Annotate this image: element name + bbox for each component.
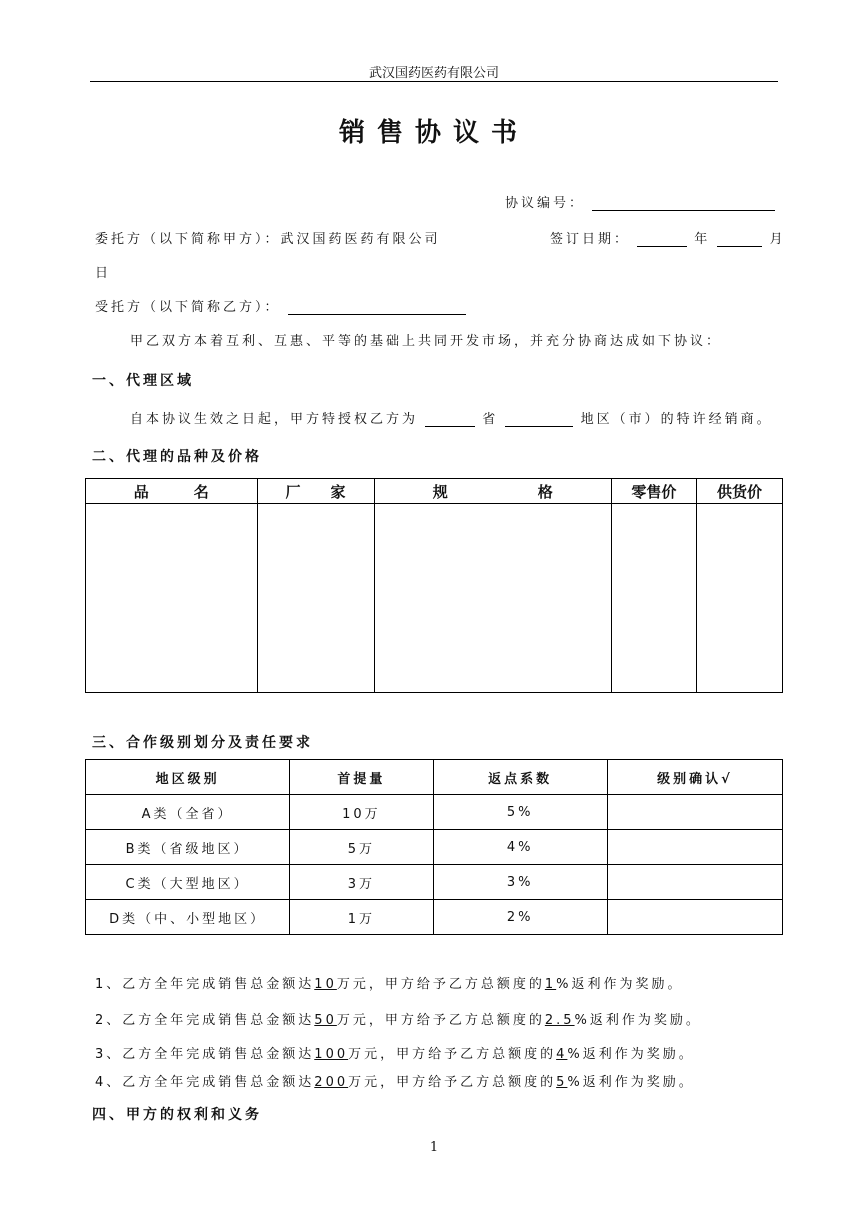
rebate-cell: 5% xyxy=(433,795,607,830)
reward-item-2 xyxy=(95,1009,702,1028)
region-text-a: 自本协议生效之日起，甲方特授权乙方为 xyxy=(130,412,419,427)
first-order-cell: 10万 xyxy=(290,795,433,830)
reward-number: 3、 xyxy=(95,1047,123,1062)
intro-paragraph: 甲乙双方本着互利、互惠、平等的基础上共同开发市场，并充分协商达成如下协议： xyxy=(130,334,723,349)
specification-cell[interactable] xyxy=(374,504,611,693)
first-order-cell: 5万 xyxy=(290,830,433,865)
section-1-text xyxy=(130,408,773,427)
manufacturer-cell[interactable] xyxy=(257,504,374,693)
cooperation-level-table xyxy=(85,759,783,935)
sign-date-label: 签订日期： xyxy=(550,232,631,247)
month-label: 月 xyxy=(769,232,786,247)
reward-amount: 10 xyxy=(314,977,337,992)
table-row xyxy=(86,830,783,865)
reward-text-c: %返利作为奖励。 xyxy=(556,977,684,992)
party-b-blank[interactable] xyxy=(288,300,466,315)
level-cell: C类（大型地区） xyxy=(86,865,290,900)
first-order-cell: 3万 xyxy=(290,865,433,900)
col-region-level: 地区级别 xyxy=(86,760,290,795)
col-rebate-rate: 返点系数 xyxy=(433,760,607,795)
confirm-cell[interactable] xyxy=(607,795,782,830)
rebate-cell: 2% xyxy=(433,900,607,935)
reward-number: 4、 xyxy=(95,1075,123,1090)
reward-number: 2、 xyxy=(95,1013,123,1028)
party-b-label: 受托方（以下简称乙方）： xyxy=(95,300,281,315)
rebate-cell: 3% xyxy=(433,865,607,900)
reward-text-c: %返利作为奖励。 xyxy=(567,1075,695,1090)
agreement-number-blank[interactable] xyxy=(592,196,775,211)
product-table-body-row xyxy=(86,504,783,693)
level-cell: D类（中、小型地区） xyxy=(86,900,290,935)
section-4-title: 四、甲方的权利和义务 xyxy=(92,1107,262,1123)
reward-text-c: %返利作为奖励。 xyxy=(574,1013,702,1028)
reward-item-1 xyxy=(95,973,684,992)
sign-date-row xyxy=(550,228,786,247)
province-blank[interactable] xyxy=(425,412,475,427)
col-first-order: 首提量 xyxy=(290,760,433,795)
month-blank[interactable] xyxy=(717,232,762,247)
product-table-header-row xyxy=(86,479,783,504)
reward-text-a: 乙方全年完成销售总金额达 xyxy=(122,1047,315,1062)
reward-text-a: 乙方全年完成销售总金额达 xyxy=(122,977,315,992)
col-manufacturer: 厂 家 xyxy=(257,479,374,504)
confirm-cell[interactable] xyxy=(607,900,782,935)
first-order-cell: 1万 xyxy=(290,900,433,935)
section-3-title: 三、合作级别划分及责任要求 xyxy=(92,735,313,751)
reward-amount: 50 xyxy=(314,1013,337,1028)
reward-percent: 2.5 xyxy=(544,1013,575,1028)
document-title: 销售协议书 xyxy=(338,118,529,148)
region-text-c: 地区（市）的特许经销商。 xyxy=(580,412,773,427)
confirm-cell[interactable] xyxy=(607,830,782,865)
col-level-confirm: 级别确认√ xyxy=(607,760,782,795)
col-supply-price: 供货价 xyxy=(696,479,782,504)
supply-price-cell[interactable] xyxy=(696,504,782,693)
table-row xyxy=(86,795,783,830)
district-blank[interactable] xyxy=(505,412,573,427)
header-divider xyxy=(90,81,778,82)
level-cell: B类（省级地区） xyxy=(86,830,290,865)
reward-amount: 200 xyxy=(314,1075,349,1090)
year-label: 年 xyxy=(694,232,711,247)
section-1-title: 一、代理区域 xyxy=(92,373,194,389)
rebate-cell: 4% xyxy=(433,830,607,865)
reward-text-b: 万元，甲方给予乙方总额度的 xyxy=(336,977,545,992)
party-a-label: 委托方（以下简称甲方）：武汉国药医药有限公司 xyxy=(95,232,441,247)
reward-amount: 100 xyxy=(314,1047,349,1062)
day-label: 日 xyxy=(95,266,112,281)
col-product-name: 品 名 xyxy=(86,479,258,504)
confirm-cell[interactable] xyxy=(607,865,782,900)
reward-text-a: 乙方全年完成销售总金额达 xyxy=(122,1013,315,1028)
reward-number: 1、 xyxy=(95,977,123,992)
section-2-title: 二、代理的品种及价格 xyxy=(92,449,262,465)
product-name-cell[interactable] xyxy=(86,504,258,693)
agreement-number-row xyxy=(505,192,775,211)
reward-percent: 4 xyxy=(556,1047,568,1062)
reward-item-4 xyxy=(95,1071,695,1090)
level-cell: A类（全省） xyxy=(86,795,290,830)
table-row xyxy=(86,900,783,935)
level-table-header-row xyxy=(86,760,783,795)
retail-price-cell[interactable] xyxy=(611,504,696,693)
reward-text-b: 万元，甲方给予乙方总额度的 xyxy=(336,1013,545,1028)
region-text-b: 省 xyxy=(482,412,499,427)
agreement-number-label: 协议编号： xyxy=(505,196,586,211)
product-price-table xyxy=(85,478,783,693)
party-b-row xyxy=(95,296,466,315)
page-header-company: 武汉国药医药有限公司 xyxy=(368,66,499,81)
col-retail-price: 零售价 xyxy=(611,479,696,504)
reward-text-a: 乙方全年完成销售总金额达 xyxy=(122,1075,315,1090)
col-specification: 规 格 xyxy=(374,479,611,504)
reward-text-b: 万元，甲方给予乙方总额度的 xyxy=(348,1075,557,1090)
table-row xyxy=(86,865,783,900)
reward-text-b: 万元，甲方给予乙方总额度的 xyxy=(348,1047,557,1062)
year-blank[interactable] xyxy=(637,232,687,247)
page-number: 1 xyxy=(429,1140,439,1155)
reward-text-c: %返利作为奖励。 xyxy=(567,1047,695,1062)
reward-percent: 1 xyxy=(544,977,557,992)
reward-item-3 xyxy=(95,1043,695,1062)
reward-percent: 5 xyxy=(556,1075,568,1090)
